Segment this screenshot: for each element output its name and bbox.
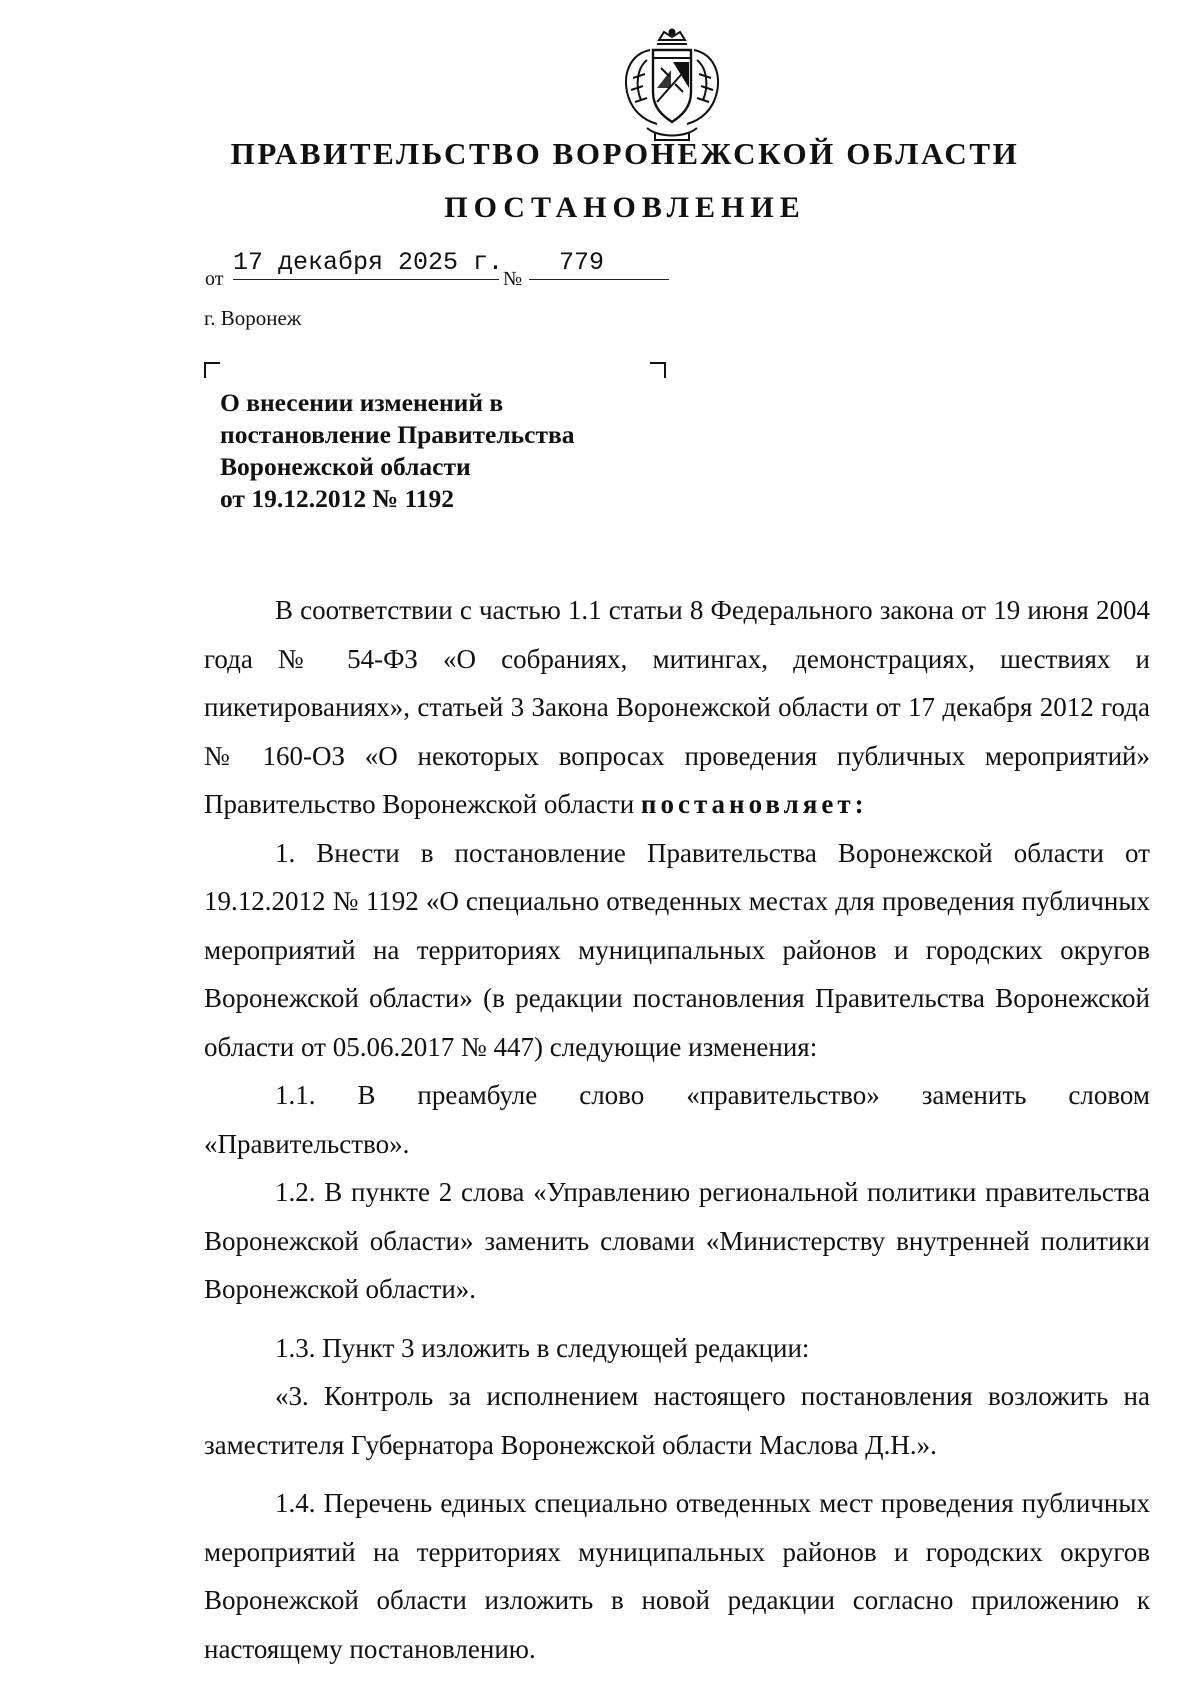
document-date: 17 декабря 2025 г. (233, 248, 499, 280)
document-subject (220, 387, 660, 515)
subject-line: О внесении изменений в (220, 388, 504, 417)
paragraph-1: 1. Внести в постановление Правительства Воронежской области от 19.12.2012 № 1192 «О специально отведенных местах для проведения публичных мероприятий на территориях муниципальных районов и городских округов Воронежской области» (в редакции постановления Правительства Воронежской области от 05.06.2017 № 447) следующие изменения: (204, 837, 1150, 1062)
document-type: ПОСТАНОВЛЕНИЕ (444, 191, 806, 224)
paragraph-1-2: 1.2. В пункте 2 слова «Управлению региональной политики правительства Воронежской области» заменить словами «Министерству внутренней политики Воронежской области». (204, 1177, 1150, 1304)
subject-line: постановление Правительства (220, 420, 575, 449)
subject-line: от 19.12.2012 № 1192 (220, 484, 455, 513)
city: г. Воронеж (204, 306, 302, 330)
coat-of-arms-icon (617, 28, 727, 143)
preamble-paragraph (204, 586, 1150, 829)
paragraph-1-3-quote: «3. Контроль за исполнением настоящего постановления возложить на заместителя Губернатора Воронежской области Маслова Д.Н.». (204, 1381, 1150, 1460)
corner-mark-left (204, 362, 220, 378)
date-number-line (205, 248, 675, 288)
document-body (204, 586, 1150, 1673)
number-sign: № (503, 268, 523, 290)
organization-title: ПРАВИТЕЛЬСТВО ВОРОНЕЖСКОЙ ОБЛАСТИ (230, 136, 1020, 171)
paragraph-1-4: 1.4. Перечень единых специально отведенных мест проведения публичных мероприятий на территориях муниципальных районов и городских округов Воронежской области изложить в новой редакции согласно приложению к настоящему постановлению. (204, 1488, 1150, 1664)
paragraph-1-1: 1.1. В преамбуле слово «правительство» заменить словом «Правительство». (204, 1080, 1150, 1159)
document-number: 779 (529, 248, 669, 280)
decree-word: постановляет: (640, 789, 868, 819)
paragraph-1-3: 1.3. Пункт 3 изложить в следующей редакции: (275, 1332, 810, 1363)
subject-line: Воронежской области (220, 452, 471, 481)
corner-mark-right (650, 362, 666, 378)
preamble-text: В соответствии с частью 1.1 статьи 8 Федерального закона от 19 июня 2004 года № 54-ФЗ «О собраниях, митингах, демонстрациях, шествиях и пикетированиях», статьей 3 Закона Воронежской области от 17 декабря 2012 года № 160-ОЗ «О некоторых вопросах проведения публичных мероприятий» Правительство Воронежской области (204, 595, 1150, 819)
date-prefix: от (205, 268, 224, 290)
